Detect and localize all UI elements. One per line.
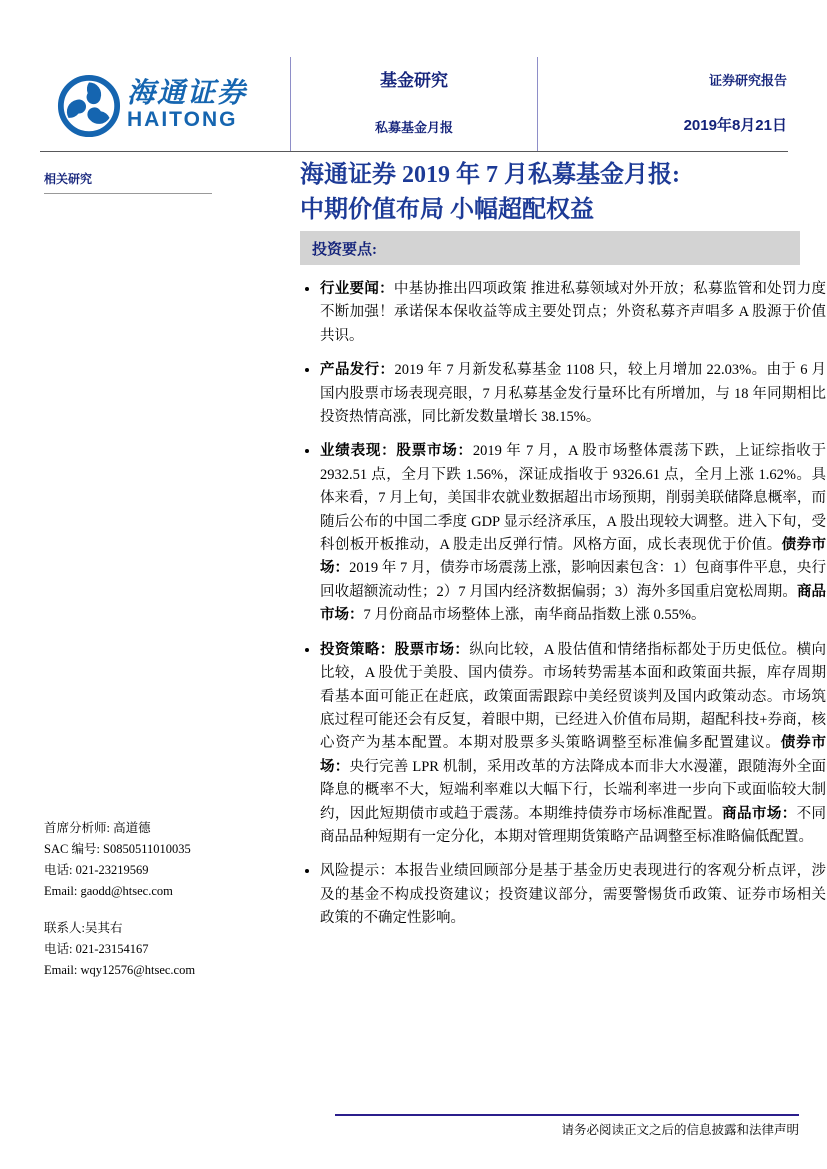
investment-highlights-box <box>300 231 800 265</box>
bullet-section-label: 行业要闻： <box>320 281 394 297</box>
company-logo <box>57 74 247 138</box>
analyst-lines <box>44 818 195 902</box>
bullet-text: 7 月份商品市场整体上涨，南华商品指数上涨 0.55%。 <box>363 607 706 624</box>
bullet-section-label: 商品市场： <box>722 805 797 822</box>
report-title-line2: 中期价值布局 小幅超配权益 <box>300 197 594 223</box>
bullet-section-label: 债券市场： <box>320 537 827 577</box>
report-title-line1: 海通证券 2019 年 7 月私募基金月报: <box>300 162 680 188</box>
header-right <box>555 70 787 135</box>
research-group-label: 基金研究 <box>380 71 448 90</box>
contact-lines <box>44 918 195 981</box>
contact-line: 首席分析师: 高道德 <box>44 821 151 835</box>
report-type-label: 证券研究报告 <box>708 73 787 88</box>
bullet-text: 风险提示： <box>320 863 395 880</box>
contact-line: Email: gaodd@htsec.com <box>44 884 173 898</box>
footer-rule <box>335 1114 799 1116</box>
investment-highlights-label: 投资要点: <box>312 241 377 258</box>
related-research-underline <box>44 193 212 194</box>
haitong-swirl-icon <box>57 74 121 138</box>
header-center <box>291 66 537 136</box>
analyst-block-gap <box>44 902 195 918</box>
bullet-text: 央行完善 LPR 机制，采用改革的方法降成本而非大水漫灌，跟随海外全面降息的概率不大，短端利率难以大幅下行，长端利率进一步向下或面临较大制约，因此短期债市或趋于震荡。本期维持债券市场标准配置。 <box>320 758 827 822</box>
bullet-text: 中基协推出四项政策 推进私募领域对外开放；私募监管和处罚力度不断加强！承诺保本保收益等成主要处罚点；外资私募齐声唱多 A 股源于价值共识。 <box>320 281 827 344</box>
contact-line: Email: wqy12576@htsec.com <box>44 963 196 977</box>
bullet-text: 纵向比较，A 股估值和情绪指标都处于历史低位。横向比较，A 股优于美股、国内债券。市场转势需基本面和政策面共振，库存周期看基本面可能正在赶底，政策面需跟踪中美经贸谈判及国内政策动态。市场筑底过程可能还会有反复，着眼中期，已经进入价值布局期，超配科技+券商，核心资产为基本配置。本期对股票多头策略调整至标准偏多配置建议。 <box>320 641 827 752</box>
header-divider-right <box>537 57 538 151</box>
bullet-item <box>320 860 826 930</box>
bullet-text: 2019 年 7 月，A 股市场整体震荡下跌，上证综指收于 2932.51 点，全月下跌 1.56%，深证成指收于 9326.61 点，全月上涨 1.62%。具体来看，7 月上旬，美国非农就业数据超出市场预期，削弱美联储降息概率，而随后公布的中国二季度 GDP 显示经济承压，A 股出现较大调整。进入下旬，受科创板开板推动，A 股走出反弹行情。风格方面，成长表现优于价值。 <box>320 443 827 554</box>
analyst-contact-block <box>44 818 195 981</box>
contact-line: 电话: 021-23154167 <box>44 942 149 956</box>
highlights-list <box>300 278 826 942</box>
contact-line: SAC 编号: S0850511010035 <box>44 842 191 856</box>
report-title <box>300 158 808 228</box>
bullet-text: 不同商品品种短期有一定分化，本期对管理期货策略产品调整至标准略偏低配置。 <box>320 805 827 845</box>
bullet-text: 本报告业绩回顾部分是基于基金历史表现进行的客观分析点评，涉及的基金不构成投资建议；投资建议部分，需要警惕货币政策、证券市场相关政策的不确定性影响。 <box>320 863 827 927</box>
logo-name-en: HAITONG <box>127 108 238 131</box>
bullet-section-label: 产品发行： <box>320 362 395 379</box>
bullet-item <box>320 440 826 627</box>
report-series-label: 私募基金月报 <box>374 120 453 135</box>
bullet-item <box>320 639 826 850</box>
bullet-section-label: 业绩表现：股票市场： <box>320 443 473 460</box>
bullet-section-label: 投资策略：股票市场： <box>320 641 470 658</box>
logo-name-cn: 海通证券 <box>127 78 248 109</box>
footer-disclaimer: 请务必阅读正文之后的信息披露和法律声明 <box>561 1123 799 1137</box>
bullet-item <box>320 278 826 348</box>
logo-text <box>127 80 247 132</box>
contact-line: 联系人:吴其右 <box>44 921 123 935</box>
bullet-section-label: 债券市场： <box>320 735 826 775</box>
report-date: 2019年8月21日 <box>683 117 787 134</box>
related-research-label: 相关研究 <box>44 172 93 186</box>
bullet-section-label: 商品市场： <box>320 583 827 624</box>
contact-line: 电话: 021-23219569 <box>44 863 149 877</box>
bullet-item <box>320 359 826 429</box>
bullet-text: 2019 年 7 月，债券市场震荡上涨，影响因素包含：1）包商事件平息，央行回收超额流动性；2）7 月国内经济数据偏弱；3）海外多国重启宽松周期。 <box>320 560 826 600</box>
bullet-text: 2019 年 7 月新发私募基金 1108 只，较上月增加 22.03%。由于 6 月国内股票市场表现亮眼，7 月私募基金发行量环比有所增加，与 18 年同期相比投资热情高涨，同比新发数量增长 38.15%。 <box>320 362 827 426</box>
header-rule <box>40 151 788 152</box>
